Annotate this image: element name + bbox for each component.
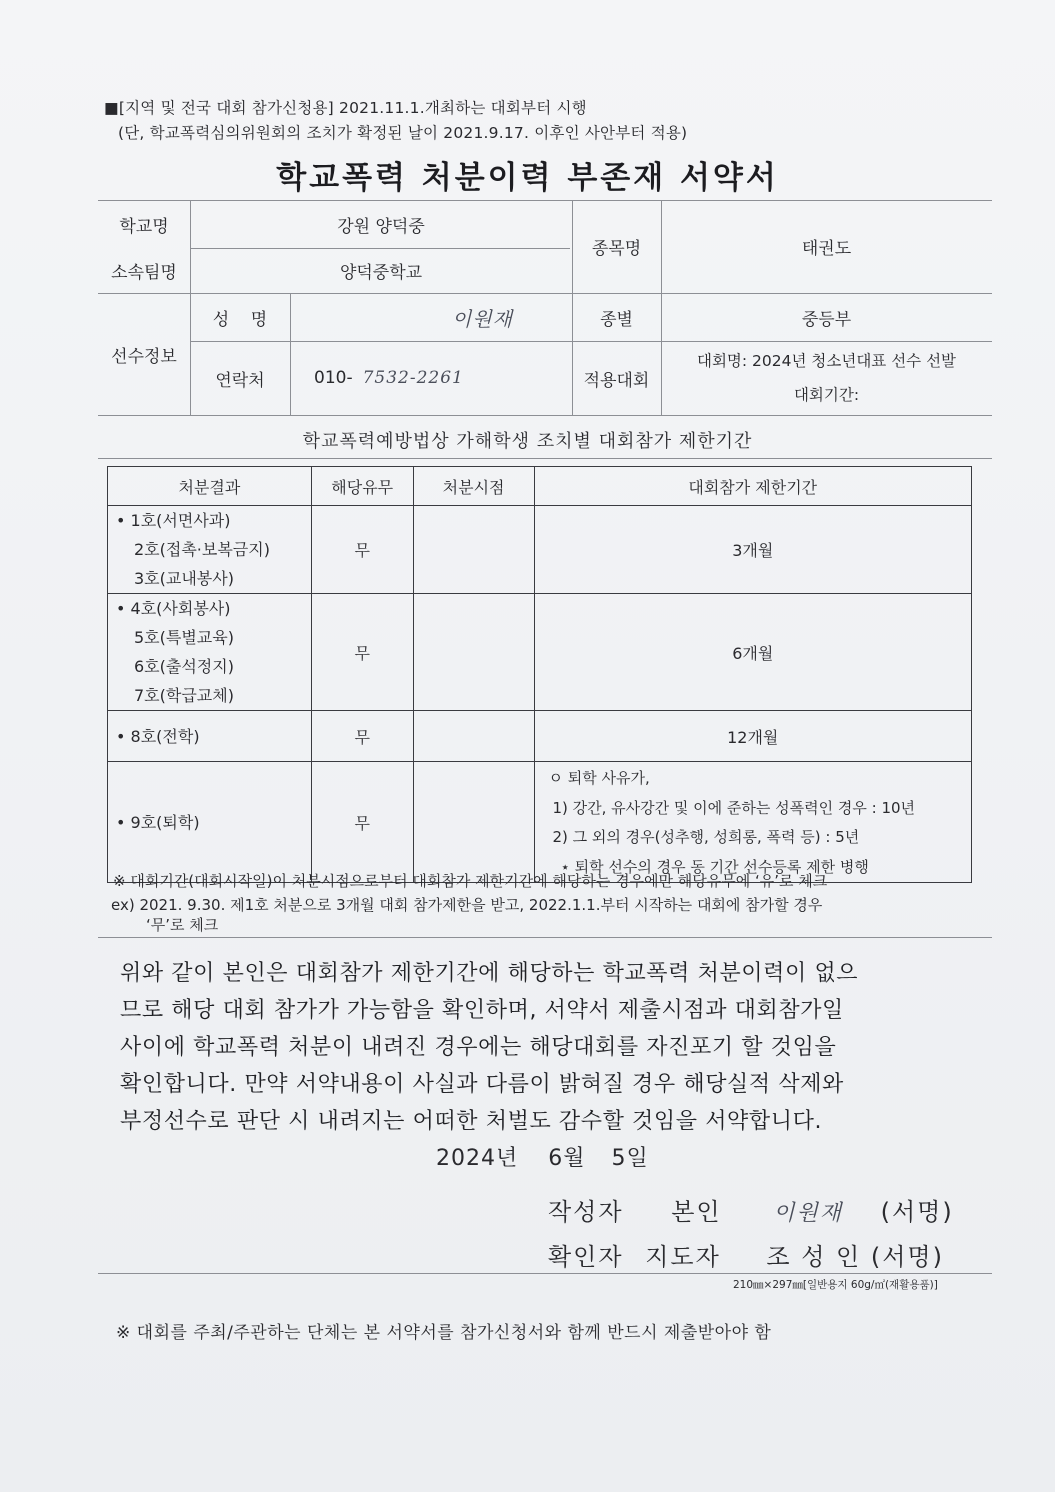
contact-prefix: 010- xyxy=(314,368,353,388)
sanction-item: • 4호(사회봉사) xyxy=(116,599,231,618)
checker-name: 조 성 인 xyxy=(766,1243,862,1271)
checker-signature-line xyxy=(548,1237,944,1272)
column-header: 처분결과 xyxy=(108,467,312,506)
expulsion-period-cell xyxy=(534,762,972,883)
sport-label: 종목명 xyxy=(591,239,642,259)
table-header-row xyxy=(108,467,972,506)
pledge-text xyxy=(120,955,970,1140)
pledge-line: 부정선수로 판단 시 내려지는 어떠한 처벌도 감수할 것임을 서약합니다. xyxy=(120,1109,823,1134)
sport-value: 태권도 xyxy=(801,239,852,259)
date-day: 5일 xyxy=(611,1146,649,1171)
event-label: 적용대회 xyxy=(583,370,650,391)
checker-role: 지도자 xyxy=(645,1243,721,1271)
sanction-item: 2호(접촉·보복금지) xyxy=(134,540,270,559)
reason-line: 1) 강간, 유사강간 및 이에 준하는 성폭력인 경우 : 10년 xyxy=(552,798,916,817)
event-name: 대회명: 2024년 청소년대표 선수 선발 xyxy=(696,352,957,370)
checker-sign-mark: (서명) xyxy=(870,1243,944,1271)
division-value: 중등부 xyxy=(801,309,852,330)
reason-line: 2) 그 외의 경우(성추행, 성희롱, 폭력 등) : 5년 xyxy=(552,828,860,846)
writer-label: 작성자 xyxy=(548,1198,624,1226)
sanction-list xyxy=(108,506,312,594)
column-header: 대회참가 제한기간 xyxy=(534,467,972,506)
writer-role: 본인 xyxy=(671,1198,722,1226)
sanction-item: 7호(학급교체) xyxy=(134,686,234,705)
sanction-item: 6호(출석정지) xyxy=(134,657,234,676)
applicable-cell: 무 xyxy=(311,762,413,883)
sanction-item: • 8호(전학) xyxy=(116,726,200,746)
sanction-list xyxy=(108,762,312,883)
application-note: ■[지역 및 전국 대회 참가신청용] 2021.11.1.개최하는 대회부터 시행 xyxy=(104,99,587,117)
column-header: 해당유무 xyxy=(311,467,413,506)
sanction-table xyxy=(107,466,972,883)
reason-line: ⋆ 퇴학 선수의 경우 동 기간 선수등록 제한 병행 xyxy=(560,857,869,876)
footnote-example-cont: ‘무’로 체크 xyxy=(146,916,219,934)
time-cell xyxy=(413,762,534,883)
rule xyxy=(98,458,992,459)
reason-line: ㅇ 퇴학 사유가, xyxy=(548,769,650,787)
pledge-line: 므로 해당 대회 참가가 가능함을 확인하며, 서약서 제출시점과 대회참가일 xyxy=(120,998,844,1023)
school-value: 강원 양덕중 xyxy=(337,216,425,237)
paper-spec: 210㎜×297㎜[일반용지 60g/㎡(재활용품)] xyxy=(733,1279,938,1291)
date-year: 2024년 xyxy=(436,1146,519,1171)
contact-label: 연락처 xyxy=(215,370,265,391)
sanction-item: • 9호(퇴학) xyxy=(116,812,200,832)
final-note: ※ 대회를 주최/주관하는 단체는 본 서약서를 참가신청서와 함께 반드시 제출받아야 함 xyxy=(116,1323,772,1343)
player-info-label: 선수정보 xyxy=(111,346,177,367)
contact-number: 7532-2261 xyxy=(362,368,464,388)
sanction-subtitle: 학교폭력예방법상 가해학생 조치별 대회참가 제한기간 xyxy=(302,431,753,452)
name-label: 성 명 xyxy=(212,309,268,330)
table-row xyxy=(108,594,972,711)
rule xyxy=(98,1273,992,1274)
sanction-list xyxy=(108,594,312,711)
footnote-example: ex) 2021. 9.30. 제1호 처분으로 3개월 대회 참가제한을 받고, 2022.1.1.부터 시작하는 대회에 참가할 경우 xyxy=(111,896,823,914)
page-title: 학교폭력 처분이력 부존재 서약서 xyxy=(276,160,779,196)
applicable-cell: 무 xyxy=(311,506,413,594)
table-row xyxy=(108,762,972,883)
event-period: 대회기간: xyxy=(793,386,860,404)
name-value: 이원재 xyxy=(452,306,513,331)
sanction-item: 5호(특별교육) xyxy=(134,628,234,647)
pledge-line: 확인합니다. 만약 서약내용이 사실과 다름이 밝혀질 경우 해당실적 삭제와 xyxy=(120,1072,844,1097)
writer-sign-mark: (서명) xyxy=(880,1198,954,1226)
table-row xyxy=(108,506,972,594)
rule xyxy=(98,937,992,938)
pledge-line: 사이에 학교폭력 처분이 내려진 경우에는 해당대회를 자진포기 할 것임을 xyxy=(120,1035,837,1060)
event-value xyxy=(661,341,992,415)
school-label: 학교명 xyxy=(119,216,169,237)
date-month: 6월 xyxy=(548,1146,586,1171)
contact-value xyxy=(290,341,572,415)
time-cell xyxy=(413,594,534,711)
application-note-detail: (단, 학교폭력심의위원회의 조치가 확정된 날이 2021.9.17. 이후인 사안부터 적용) xyxy=(118,124,688,142)
info-table xyxy=(98,200,992,416)
sanction-item: • 1호(서면사과) xyxy=(116,511,231,530)
applicable-cell: 무 xyxy=(311,711,413,762)
footnote: ※ 대회기간(대회시작일)이 처분시점으로부터 대회참가 제한기간에 해당하는 경우에만 해당유무에 ‘유’로 체크 xyxy=(113,872,828,890)
team-label: 소속팀명 xyxy=(111,263,177,283)
rule xyxy=(98,415,992,416)
checker-label: 확인자 xyxy=(548,1243,624,1271)
table-row xyxy=(108,711,972,762)
period-cell: 6개월 xyxy=(534,594,972,711)
period-cell: 12개월 xyxy=(534,711,972,762)
division-label: 종별 xyxy=(600,309,633,330)
writer-name: 이원재 xyxy=(773,1201,843,1226)
period-cell: 3개월 xyxy=(534,506,972,594)
sanction-item: 3호(교내봉사) xyxy=(134,569,234,588)
column-header: 처분시점 xyxy=(413,467,534,506)
applicable-cell: 무 xyxy=(311,594,413,711)
time-cell xyxy=(413,506,534,594)
time-cell xyxy=(413,711,534,762)
writer-signature-line xyxy=(548,1192,954,1227)
sanction-list xyxy=(108,711,312,762)
team-value: 양덕중학교 xyxy=(339,263,423,283)
pledge-date xyxy=(436,1141,649,1172)
pledge-line: 위와 같이 본인은 대회참가 제한기간에 해당하는 학교폭력 처분이력이 없으 xyxy=(120,961,859,986)
